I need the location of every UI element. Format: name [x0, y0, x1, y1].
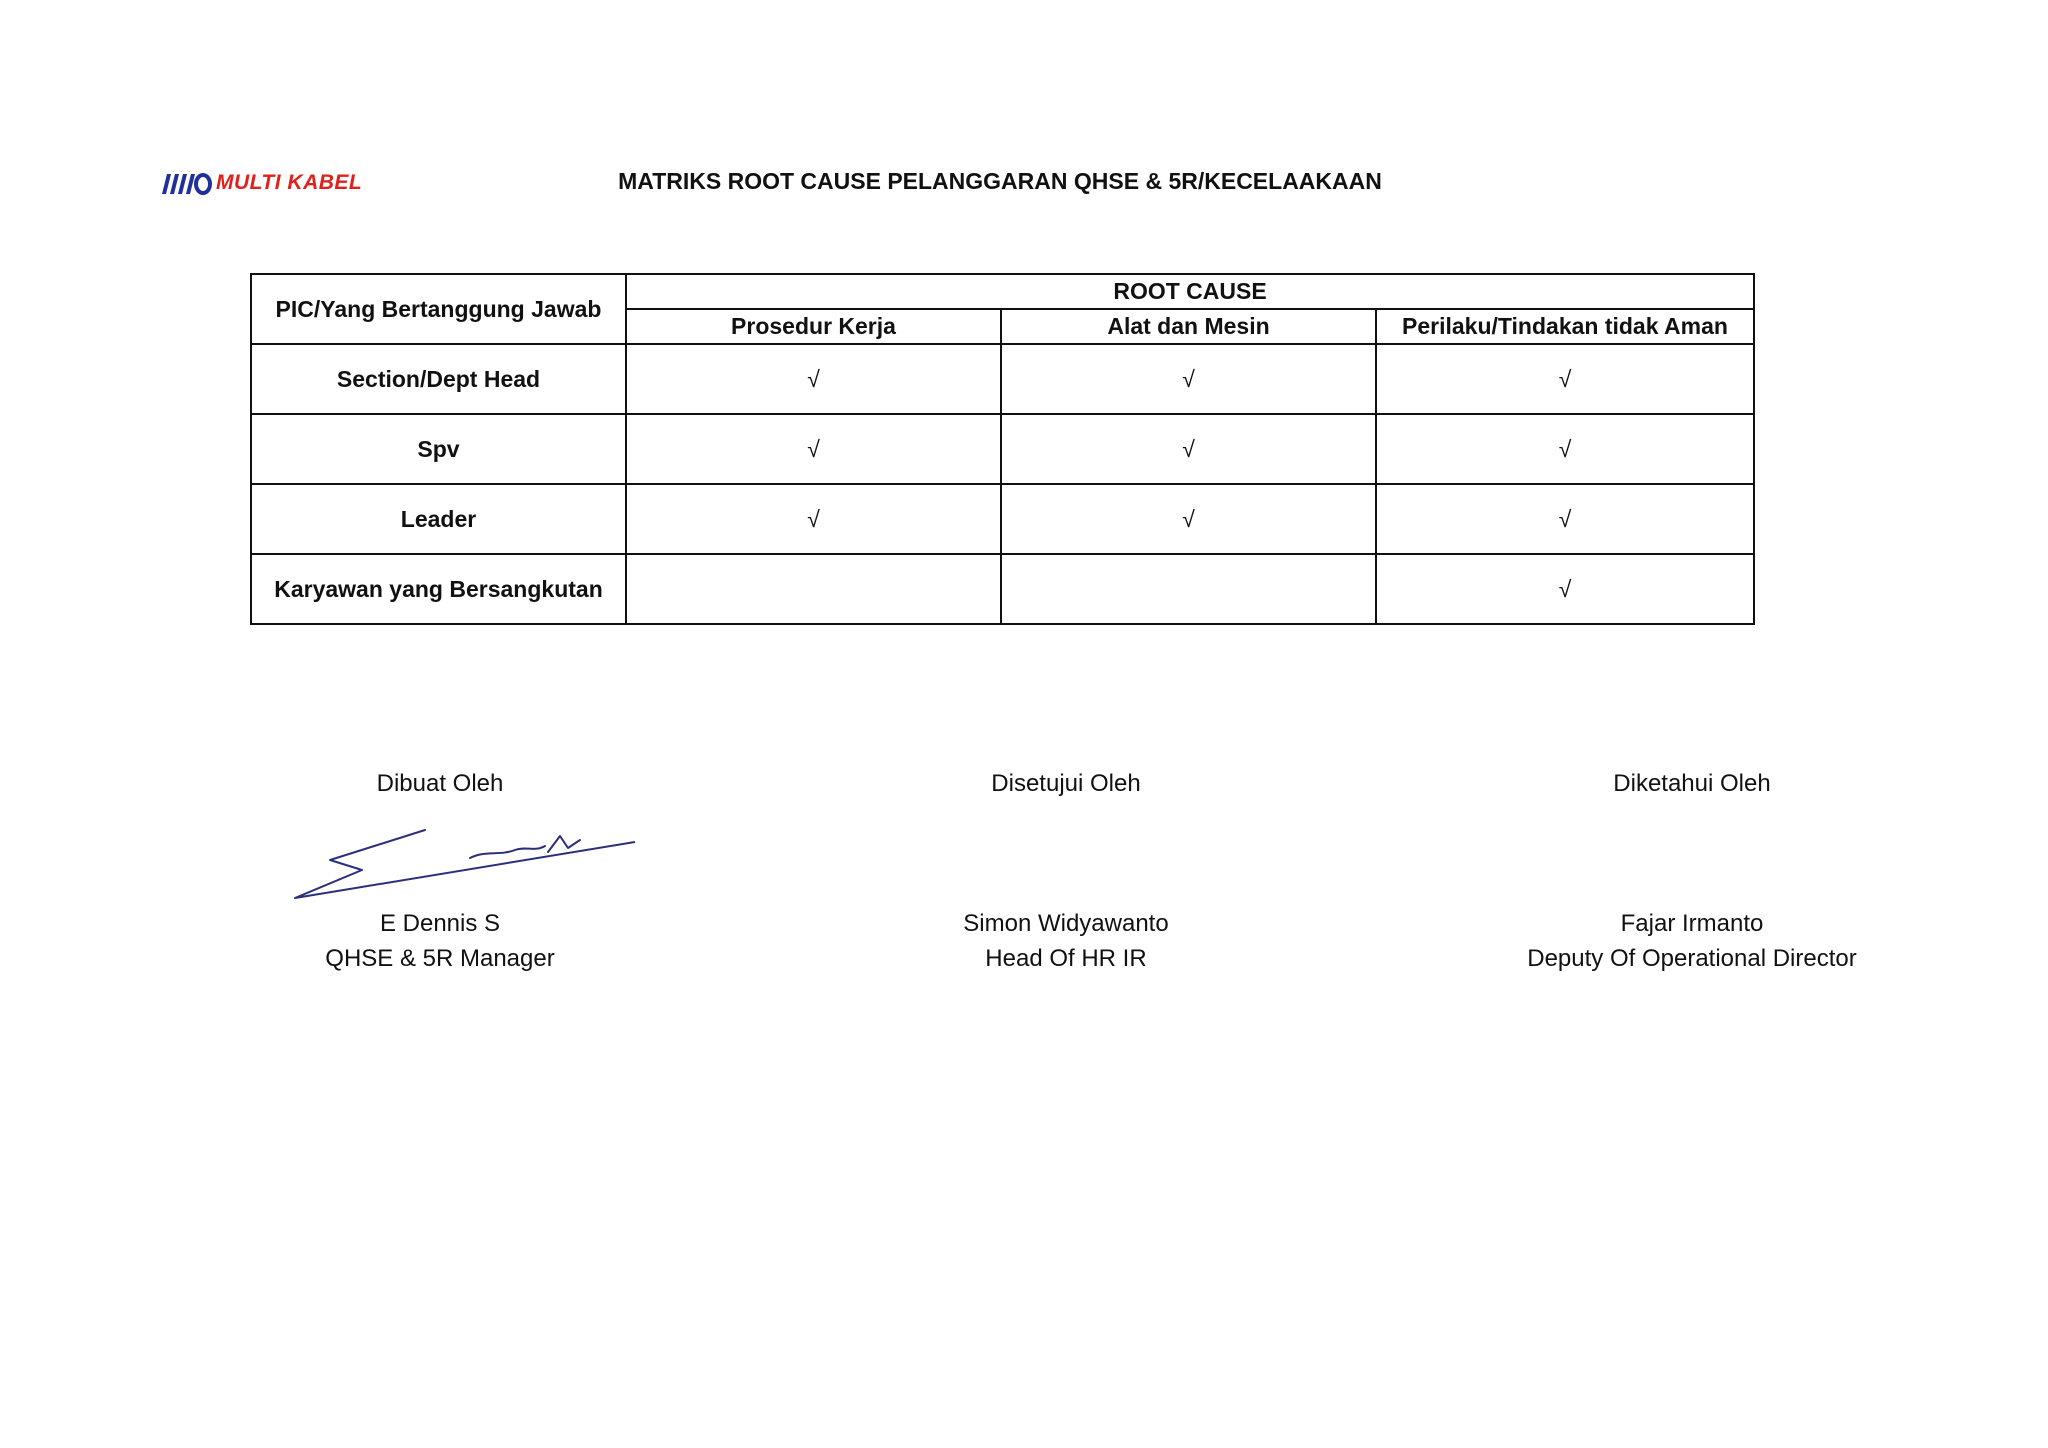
signatory-name: E Dennis S	[379, 910, 501, 937]
signatory-name: Simon Widyawanto	[963, 910, 1169, 937]
check-cell: √	[626, 484, 1001, 554]
signatory-role: QHSE & 5R Manager	[325, 945, 555, 972]
signatory-name: Fajar Irmanto	[1620, 910, 1764, 937]
table-row	[251, 344, 1754, 414]
row-label: Karyawan yang Bersangkutan	[251, 554, 626, 624]
table-row	[251, 554, 1754, 624]
row-label: Spv	[251, 414, 626, 484]
signature-caption: Dibuat Oleh	[376, 770, 504, 797]
column-header: Alat dan Mesin	[1001, 309, 1376, 344]
pic-header: PIC/Yang Bertanggung Jawab	[251, 274, 626, 344]
column-header: Perilaku/Tindakan tidak Aman	[1376, 309, 1754, 344]
row-label: Leader	[251, 484, 626, 554]
check-cell: √	[626, 344, 1001, 414]
signature-caption: Diketahui Oleh	[1613, 770, 1771, 797]
logo-text: MULTI KABEL	[216, 171, 363, 194]
signatory-role: Head Of HR IR	[985, 945, 1147, 972]
document-title: MATRIKS ROOT CAUSE PELANGGARAN QHSE & 5R/KECELAAKAAN	[618, 168, 1382, 194]
column-header: Prosedur Kerja	[626, 309, 1001, 344]
company-logo	[158, 170, 362, 196]
signature-caption: Disetujui Oleh	[991, 770, 1141, 797]
row-label: Section/Dept Head	[251, 344, 626, 414]
root-cause-header: ROOT CAUSE	[626, 274, 1754, 309]
check-cell: √	[1376, 414, 1754, 484]
check-cell: √	[626, 414, 1001, 484]
check-cell	[626, 554, 1001, 624]
check-cell: √	[1001, 344, 1376, 414]
root-cause-matrix	[250, 273, 1755, 625]
handwritten-signature	[290, 822, 635, 902]
check-cell	[1001, 554, 1376, 624]
table-row	[251, 484, 1754, 554]
signatory-role: Deputy Of Operational Director	[1527, 945, 1857, 972]
check-cell: √	[1376, 554, 1754, 624]
check-cell: √	[1376, 344, 1754, 414]
check-cell: √	[1001, 484, 1376, 554]
multi-kabel-logo-icon	[158, 170, 212, 196]
check-cell: √	[1376, 484, 1754, 554]
check-cell: √	[1001, 414, 1376, 484]
table-row	[251, 414, 1754, 484]
